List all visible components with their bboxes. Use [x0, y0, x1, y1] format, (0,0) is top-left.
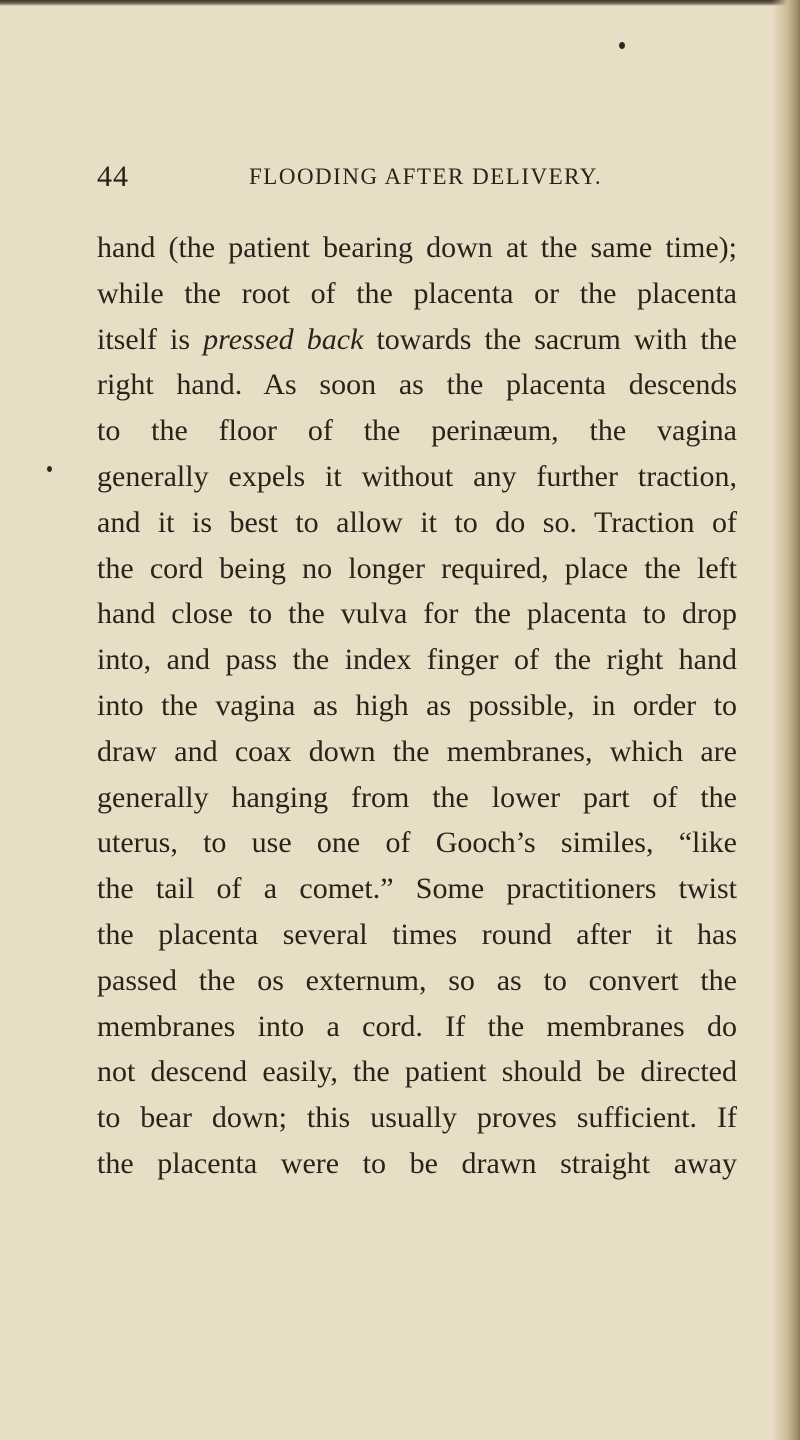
- text-line: generally hanging from the lower part of the: [97, 780, 737, 814]
- text-line: the placenta were to be drawn straight away: [97, 1146, 737, 1180]
- text-line: uterus, to use one of Gooch’s similes, “like: [97, 826, 737, 860]
- text-line: hand close to the vulva for the placenta to drop: [97, 597, 737, 631]
- text-line: the placenta several times round after it has: [97, 917, 737, 951]
- text-line: to the floor of the perinæum, the vagina: [97, 414, 737, 448]
- text-line: and it is best to allow it to do so. Traction of: [97, 505, 737, 539]
- text-fragment: towards the sacrum with the: [363, 322, 737, 356]
- text-line: passed the os externum, so as to convert the: [97, 963, 737, 997]
- text-line: generally expels it without any further traction,: [97, 459, 737, 493]
- text-line: draw and coax down the membranes, which are: [97, 734, 737, 768]
- text-line: the cord being no longer required, place the left: [97, 551, 737, 585]
- text-line: hand (the patient bearing down at the same time);: [97, 231, 737, 264]
- text-line: the tail of a comet.” Some practitioners twist: [97, 872, 737, 906]
- italic-phrase: pressed back: [203, 322, 364, 356]
- page-top-edge: [0, 0, 800, 6]
- running-title: FLOODING AFTER DELIVERY.: [249, 164, 603, 189]
- text-line: not descend easily, the patient should be directed: [97, 1055, 737, 1089]
- ink-speck: [47, 466, 52, 472]
- text-line: right hand. As soon as the placenta descends: [97, 368, 737, 402]
- text-line: into the vagina as high as possible, in order to: [97, 688, 737, 722]
- ink-speck: [619, 42, 625, 49]
- text-line: [97, 317, 737, 363]
- text-line: membranes into a cord. If the membranes do: [97, 1009, 737, 1043]
- text-fragment: itself is: [97, 322, 204, 356]
- text-line: while the root of the placenta or the placenta: [97, 276, 737, 310]
- body-text: [97, 225, 737, 1187]
- page-right-edge: [772, 0, 800, 1440]
- text-line: into, and pass the index finger of the right hand: [97, 643, 737, 677]
- page-number: 44: [97, 160, 129, 193]
- running-head: [97, 160, 657, 196]
- text-line: to bear down; this usually proves sufficient. If: [97, 1101, 737, 1135]
